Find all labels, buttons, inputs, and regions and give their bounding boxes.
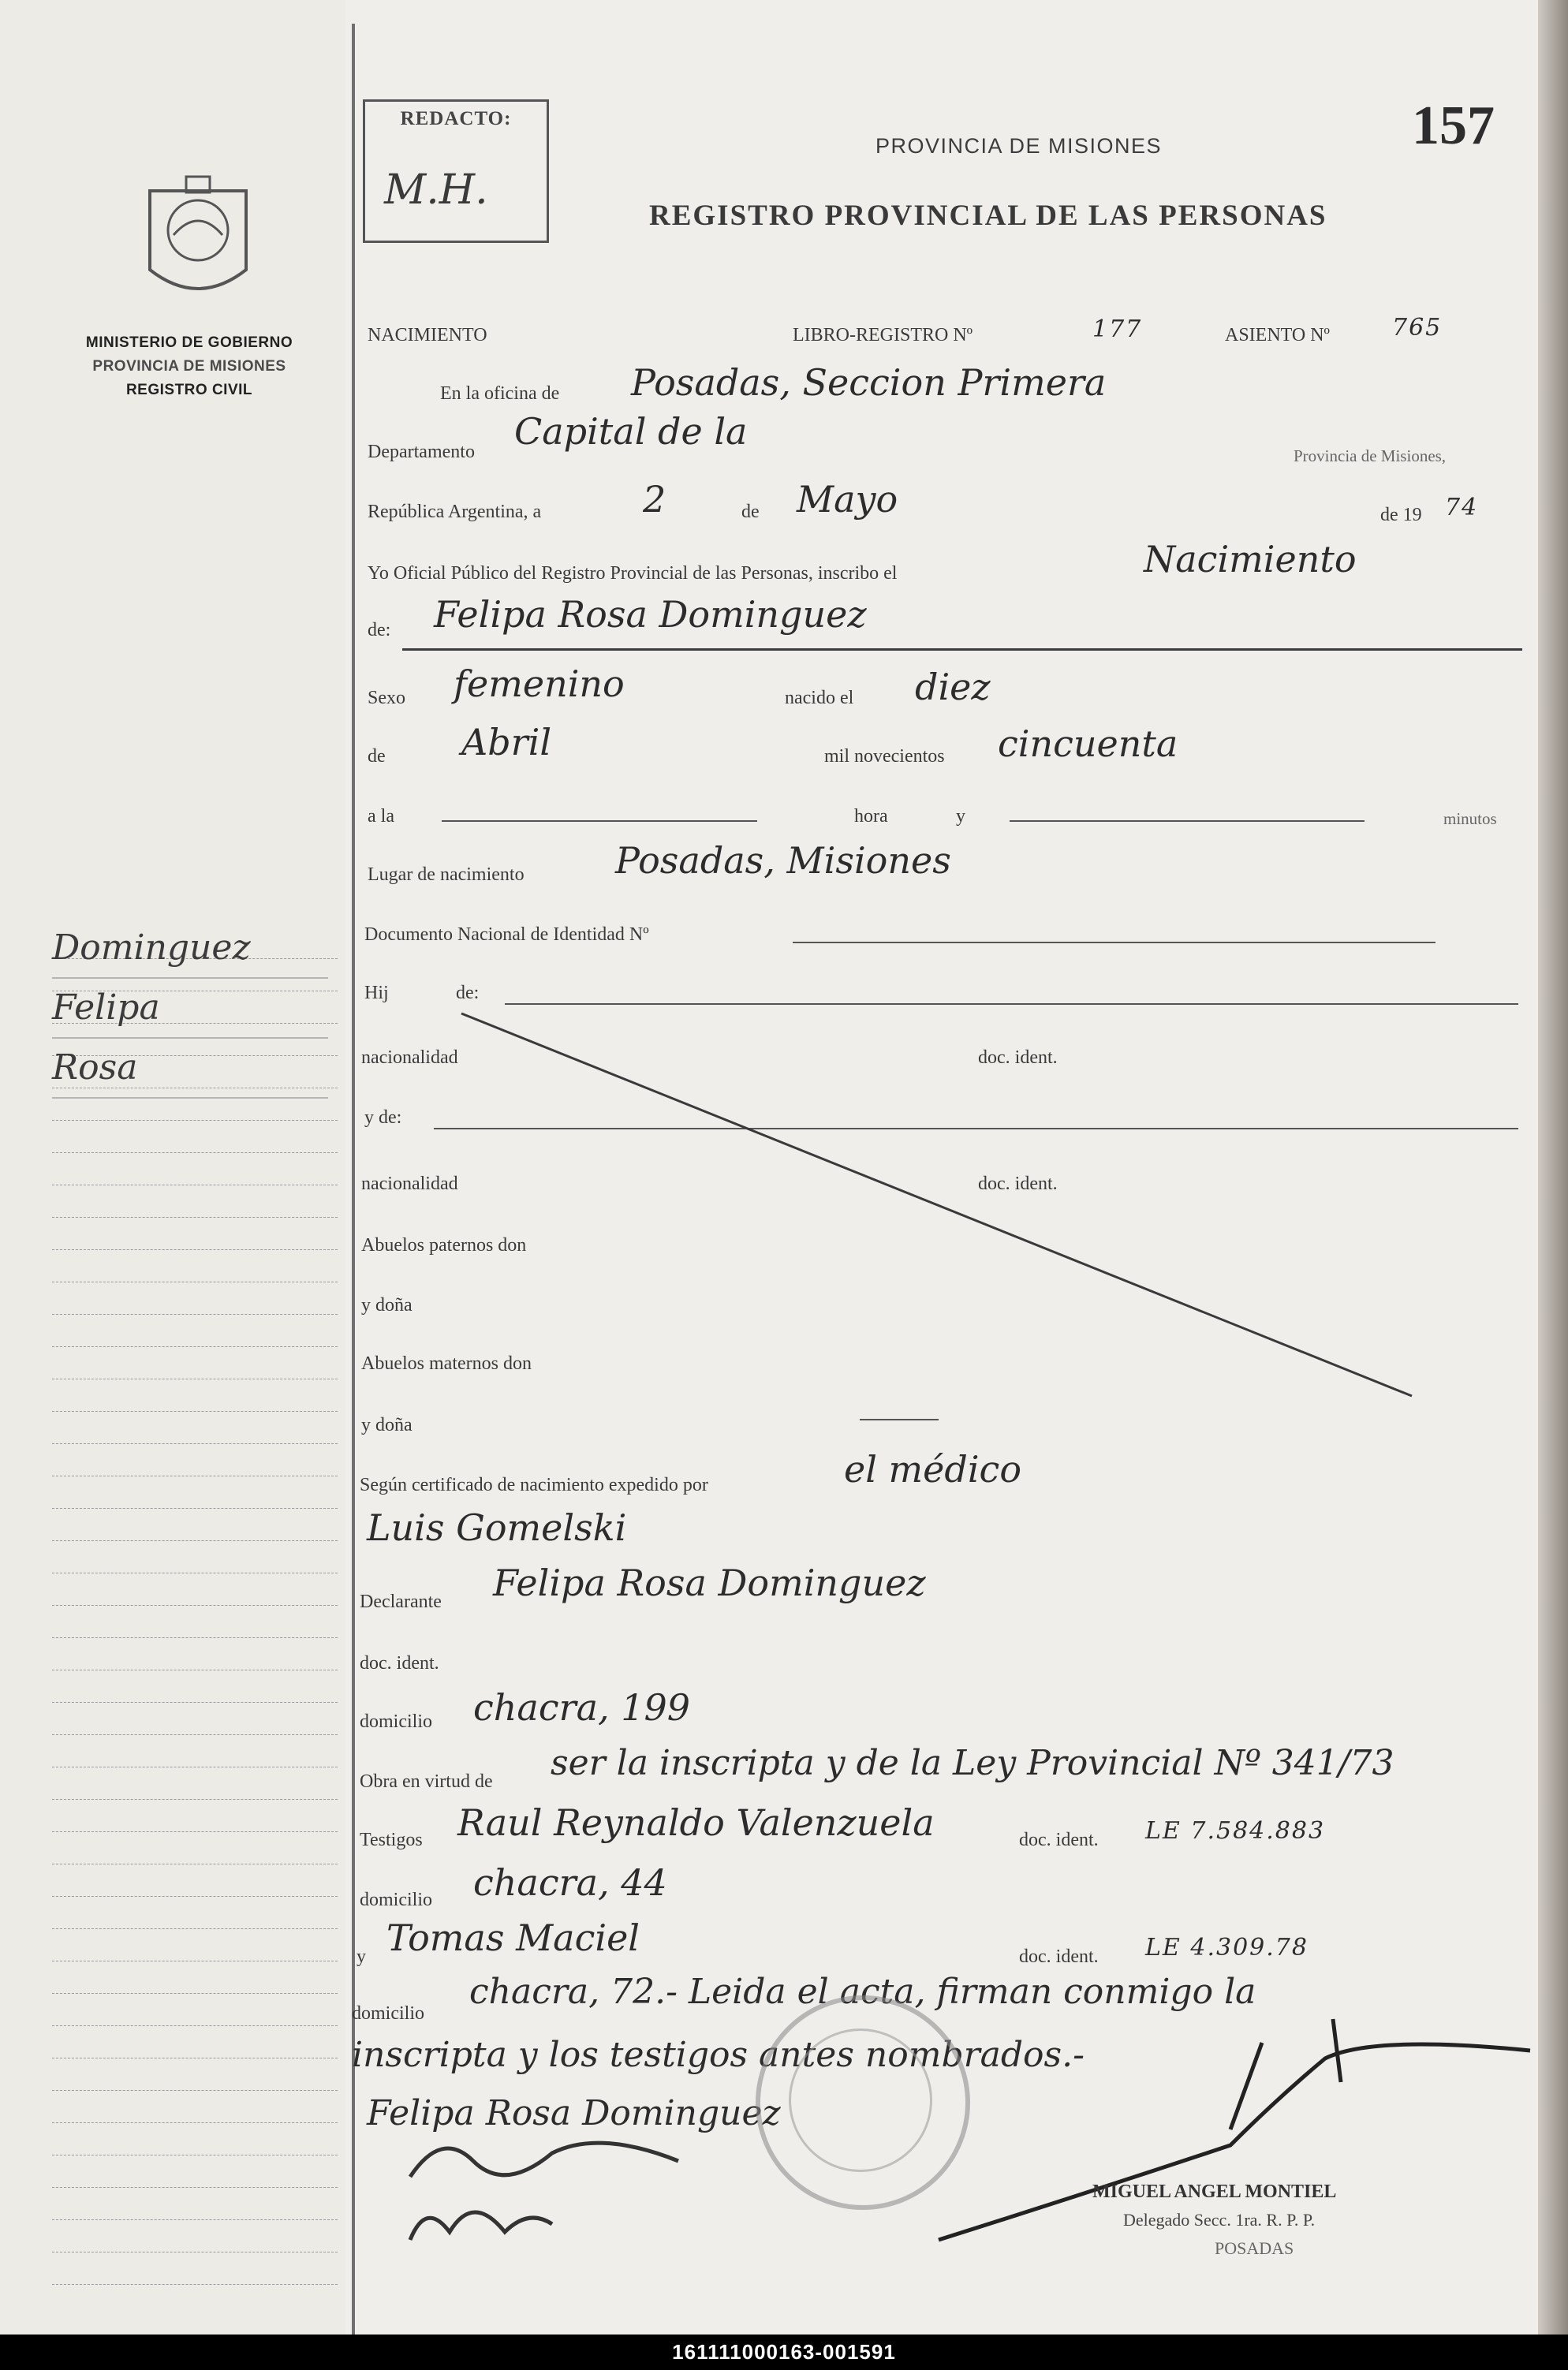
closing-value: inscripta y los testigos antes nombrados.- <box>352 2035 1085 2075</box>
declarante-value: Felipa Rosa Dominguez <box>493 1562 926 1604</box>
mes-value: Mayo <box>797 478 898 521</box>
testigo1-value: Raul Reynaldo Valenzuela <box>457 1801 935 1844</box>
type-label: NACIMIENTO <box>368 325 487 345</box>
testigo1-doc-value: LE 7.584.883 <box>1145 1817 1326 1845</box>
nacido-value: diez <box>915 666 991 708</box>
departamento-label: Departamento <box>368 442 475 462</box>
testigo2-doc-value: LE 4.309.78 <box>1145 1934 1309 1961</box>
obra-label: Obra en virtud de <box>360 1771 493 1792</box>
domicilio-label: domicilio <box>360 1711 432 1732</box>
abuelos-paternos-label: Abuelos paternos don <box>361 1235 527 1256</box>
domicilio-value: chacra, 199 <box>473 1686 691 1729</box>
obra-value: ser la inscripta y de la Ley Provincial Nº 341/73 <box>551 1743 1394 1783</box>
domicilio2-label: domicilio <box>360 1890 432 1910</box>
signatory-title: Delegado Secc. 1ra. R. P. P. <box>1123 2210 1316 2230</box>
republica-label: República Argentina, a <box>368 502 542 522</box>
ministry-line-3: REGISTRO CIVIL <box>125 382 253 398</box>
de-persona-label: de: <box>368 620 391 640</box>
stub-first-name: Felipa <box>52 979 328 1039</box>
yde-label: y de: <box>364 1107 402 1128</box>
medico-name: Luis Gomelski <box>367 1506 627 1549</box>
persona-value: Felipa Rosa Dominguez <box>434 593 867 636</box>
asiento-value: 765 <box>1392 314 1443 342</box>
testigos-label: Testigos <box>360 1830 423 1850</box>
anio-value: 74 <box>1445 494 1479 521</box>
y-dona2-label: y doña <box>361 1415 413 1435</box>
ministry-line-1: MINISTERIO DE GOBIERNO <box>85 334 293 351</box>
doc2-label: doc. ident. <box>978 1174 1058 1194</box>
departamento-value: Capital de la <box>514 410 748 453</box>
de-label: de <box>741 502 760 522</box>
sexo-value: femenino <box>454 662 625 705</box>
hij-label: Hij <box>364 983 389 1003</box>
asiento-label: ASIENTO Nº <box>1225 325 1330 345</box>
mes2-value: Abril <box>461 721 552 763</box>
domicilio3-value: chacra, 72.- Leida el acta, firman conmigo la <box>469 1972 1256 2012</box>
y2-label: y <box>357 1946 366 1967</box>
declarante-label: Declarante <box>360 1592 442 1612</box>
de2-label: de <box>368 746 386 767</box>
registry-title: REGISTRO PROVINCIAL DE LAS PERSONAS <box>649 200 1327 232</box>
hora-label: hora <box>854 806 888 827</box>
dni-label: Documento Nacional de Identidad Nº <box>364 924 649 945</box>
oficina-label: En la oficina de <box>440 383 560 404</box>
signatory-city: POSADAS <box>1215 2238 1294 2258</box>
signature-inscripta: Felipa Rosa Dominguez <box>367 2093 781 2133</box>
certificado-value: el médico <box>844 1448 1022 1491</box>
domicilio2-value: chacra, 44 <box>473 1861 667 1904</box>
provincia-label: Provincia de Misiones, <box>1294 446 1447 465</box>
domicilio3-label: domicilio <box>352 2003 424 2024</box>
oficial-label: Yo Oficial Público del Registro Provincial de las Personas, inscribo el <box>368 563 898 584</box>
libro-label: LIBRO-REGISTRO Nº <box>793 325 973 345</box>
minutos-label: minutos <box>1443 809 1497 828</box>
stub-surname: Dominguez <box>52 919 328 979</box>
abuelos-maternos-label: Abuelos maternos don <box>361 1353 532 1374</box>
certificado-label: Según certificado de nacimiento expedido por <box>360 1475 708 1495</box>
y-label: y <box>956 806 965 827</box>
signatory-name: MIGUEL ANGEL MONTIEL <box>1092 2182 1337 2202</box>
province-heading: PROVINCIA DE MISIONES <box>875 134 1163 158</box>
stub-second-name: Rosa <box>52 1039 328 1099</box>
doc1-label: doc. ident. <box>978 1047 1058 1068</box>
lugar-value: Posadas, Misiones <box>615 839 951 882</box>
document-id-footer: 161111000163-001591 <box>0 2335 1568 2370</box>
oficial-value: Nacimiento <box>1144 538 1357 580</box>
ala-label: a la <box>368 806 394 827</box>
nacionalidad1-label: nacionalidad <box>361 1047 458 1068</box>
mil-value: cincuenta <box>998 722 1178 765</box>
testigo1-doc-label: doc. ident. <box>1019 1830 1099 1850</box>
folio-number: 157 <box>1412 95 1495 156</box>
doc-ident-label: doc. ident. <box>360 1653 439 1674</box>
y-dona1-label: y doña <box>361 1295 413 1316</box>
testigo2-doc-label: doc. ident. <box>1019 1946 1099 1967</box>
nacionalidad2-label: nacionalidad <box>361 1174 458 1194</box>
mil-label: mil novecientos <box>824 746 945 767</box>
nacido-label: nacido el <box>785 688 854 708</box>
sexo-label: Sexo <box>368 688 405 708</box>
anio-label: de 19 <box>1380 505 1422 525</box>
book-binding <box>1538 0 1568 2335</box>
hij-de-label: de: <box>456 983 480 1003</box>
dia-value: 2 <box>643 478 666 521</box>
redacto-initials: M.H. <box>384 166 488 214</box>
oficina-value: Posadas, Seccion Primera <box>631 361 1107 404</box>
stamp-inner-ring <box>789 2028 932 2172</box>
redacto-label: REDACTO: <box>400 108 512 129</box>
testigo2-value: Tomas Maciel <box>386 1917 640 1959</box>
lugar-label: Lugar de nacimiento <box>368 864 525 885</box>
libro-value: 177 <box>1092 315 1143 343</box>
ministry-line-2: PROVINCIA DE MISIONES <box>92 358 286 375</box>
official-stamp <box>756 1995 970 2210</box>
